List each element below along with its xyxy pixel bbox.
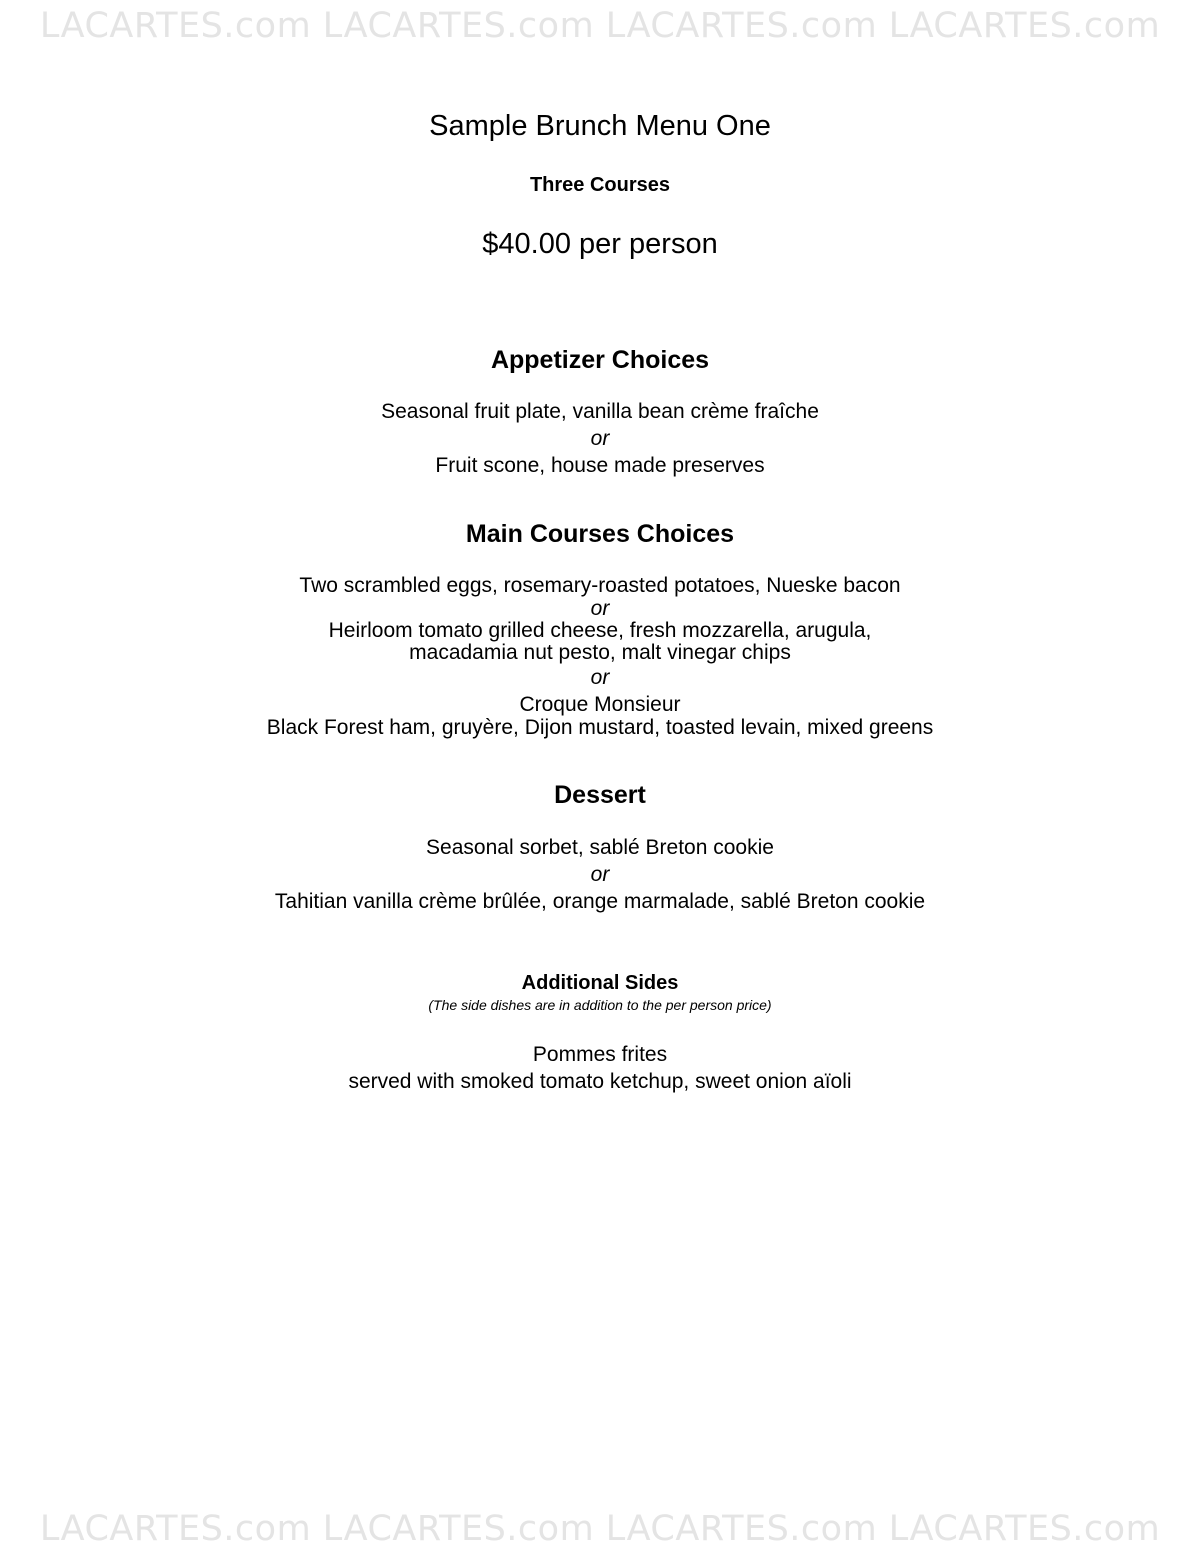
or-separator: or <box>590 863 610 886</box>
side-item-desc: served with smoked tomato ketchup, sweet onion aïoli <box>348 1070 852 1093</box>
or-separator: or <box>590 597 610 620</box>
main-course-item: Two scrambled eggs, rosemary-roasted potatoes, Nueske bacon <box>299 574 901 597</box>
menu-subtitle: Three Courses <box>529 174 671 196</box>
watermark-bottom: LACARTES.com LACARTES.com LACARTES.com LACARTES.com <box>39 1509 1161 1549</box>
appetizer-heading: Appetizer Choices <box>490 346 710 374</box>
side-item: Pommes frites <box>532 1043 668 1066</box>
menu-title: Sample Brunch Menu One <box>429 110 771 142</box>
main-courses-heading: Main Courses Choices <box>465 520 735 548</box>
main-course-item-desc: Black Forest ham, gruyère, Dijon mustard, toasted levain, mixed greens <box>266 716 934 739</box>
sides-note: (The side dishes are in addition to the per person price) <box>428 997 772 1013</box>
appetizer-item: Seasonal fruit plate, vanilla bean crème fraîche <box>381 400 819 423</box>
menu-price: $40.00 per person <box>482 228 718 260</box>
or-separator: or <box>590 666 610 689</box>
appetizer-item: Fruit scone, house made preserves <box>435 454 765 477</box>
watermark-top: LACARTES.com LACARTES.com LACARTES.com LACARTES.com <box>39 6 1161 46</box>
sides-heading: Additional Sides <box>521 972 679 994</box>
main-course-item: Heirloom tomato grilled cheese, fresh mozzarella, arugula, <box>328 619 872 642</box>
dessert-item: Seasonal sorbet, sablé Breton cookie <box>426 836 774 859</box>
main-course-item-cont: macadamia nut pesto, malt vinegar chips <box>409 641 791 664</box>
main-course-item: Croque Monsieur <box>519 693 681 716</box>
or-separator: or <box>590 427 610 450</box>
dessert-heading: Dessert <box>554 781 646 809</box>
dessert-item: Tahitian vanilla crème brûlée, orange marmalade, sablé Breton cookie <box>274 890 926 913</box>
